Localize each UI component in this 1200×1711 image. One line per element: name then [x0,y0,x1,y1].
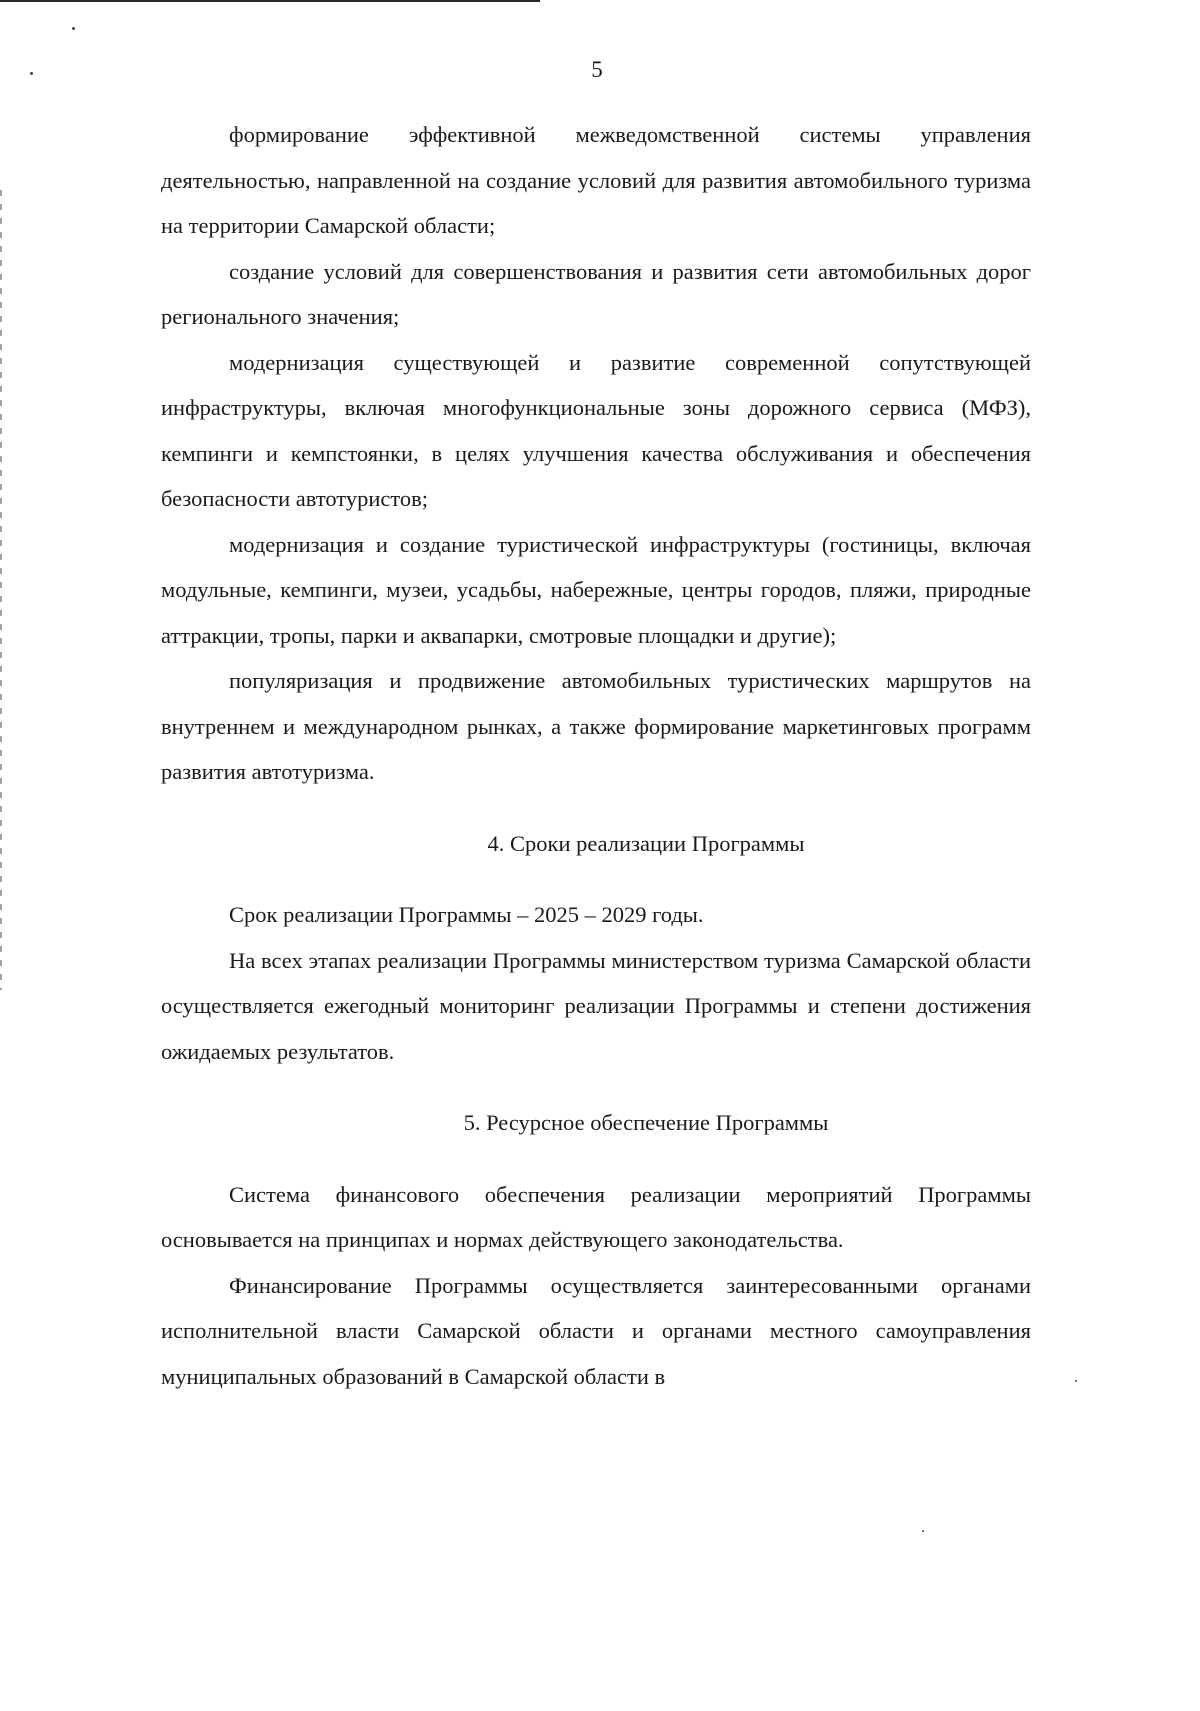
paragraph: формирование эффективной межведомственной системы управления деятельностью, направленной на создание условий для развития автомобильного туризма на территории Самарской области; [161,122,1031,238]
paragraph: модернизация и создание туристической инфраструктуры (гостиницы, включая модульные, кемпинги, музеи, усадьбы, набережные, центры городов, пляжи, природные аттракции, тропы, парки и аквапарки, смотровые площадки и другие); [161,531,1031,648]
scan-edge-line [0,0,540,2]
paragraph: Система финансового обеспечения реализации мероприятий Программы основывается на принципах и нормах действующего законодательства. [161,1181,1031,1252]
section-heading: 4. Сроки реализации Программы [487,830,805,856]
scan-speck [72,27,75,30]
document-body [161,112,1031,1399]
paragraph: создание условий для совершенствования и развития сети автомобильных дорог регионального значения; [161,258,1031,329]
paragraph: модернизация существующей и развитие современной сопутствующей инфраструктуры, включая многофункциональные зоны дорожного сервиса (МФЗ), кемпинги и кемпстоянки, в целях улучшения качества обслуживания и обеспечения безопасности автотуристов; [161,349,1031,511]
paragraph: На всех этапах реализации Программы министерством туризма Самарской области осуществляется ежегодный мониторинг реализации Программы и степени достижения ожидаемых результатов. [161,947,1031,1064]
scan-left-edge [0,190,2,990]
page-number: 5 [591,57,603,82]
paragraph: популяризация и продвижение автомобильных туристических маршрутов на внутреннем и международном рынках, а также формирование маркетинговых программ развития автотуризма. [161,668,1031,784]
section-heading: 5. Ресурсное обеспечение Программы [463,1110,829,1135]
scan-speck [922,1530,924,1532]
paragraph: Срок реализации Программы – 2025 – 2029 годы. [229,902,704,927]
paragraph: Финансирование Программы осуществляется заинтересованными органами исполнительной власти Самарской области и органами местного самоуправления муниципальных образований в Самарской области в [161,1272,1031,1389]
scan-speck [1075,1380,1077,1382]
